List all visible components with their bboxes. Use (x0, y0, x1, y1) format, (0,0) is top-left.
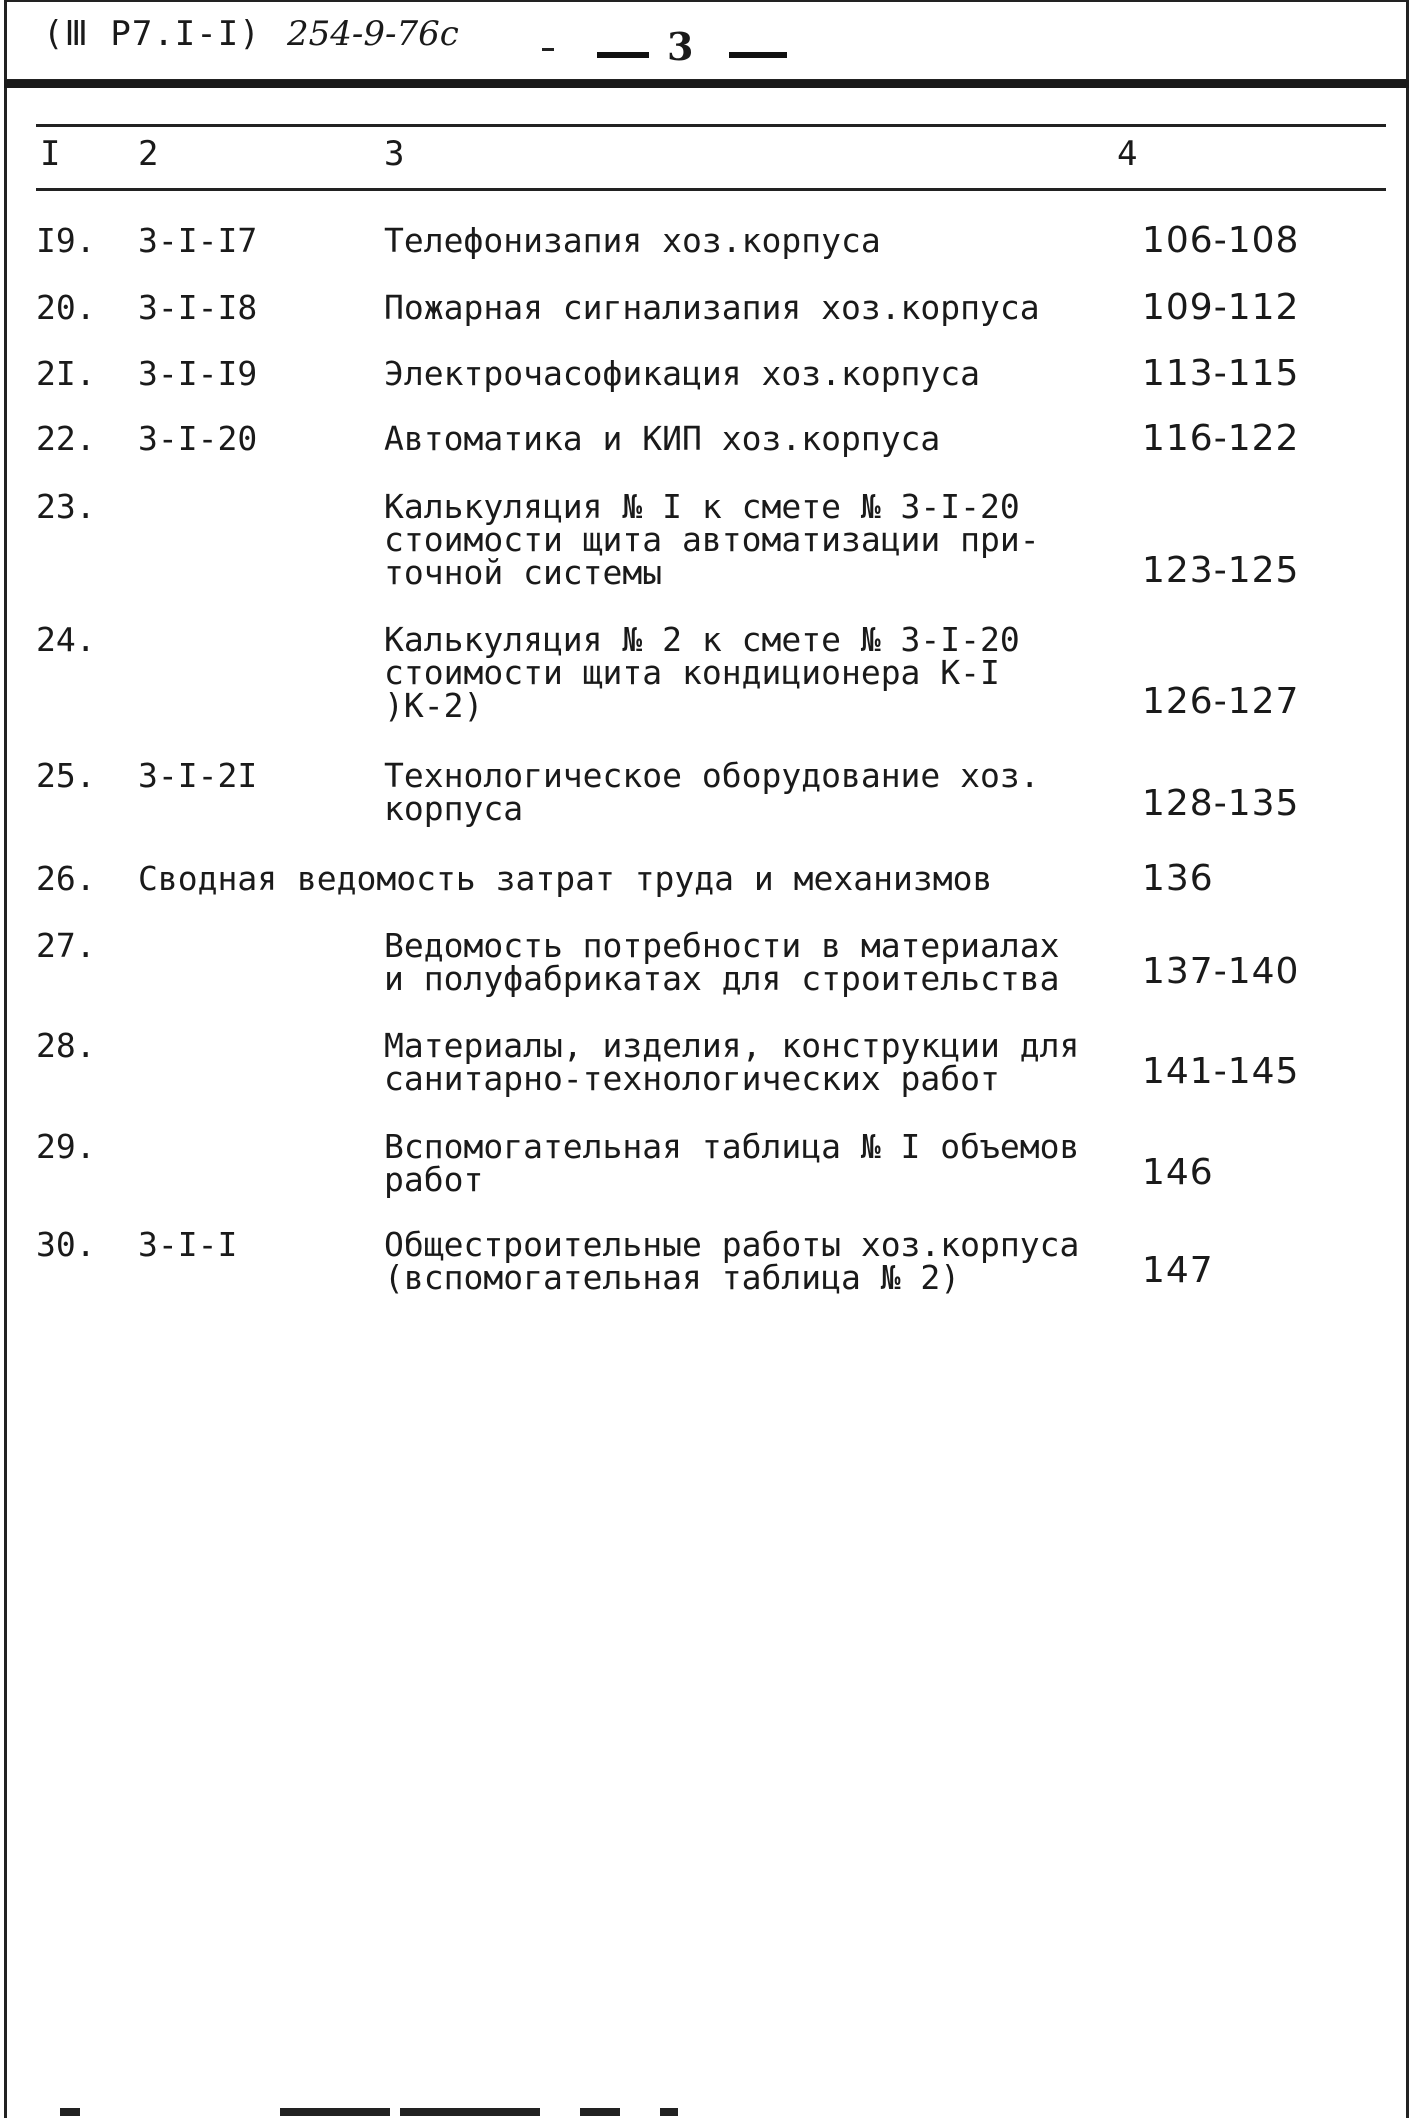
estimate-code: 3-I-I7 (138, 221, 258, 260)
row-number: 27. (36, 926, 96, 965)
row-number: 24. (36, 620, 96, 659)
estimate-code: 3-I-I8 (138, 288, 258, 327)
estimate-code: 3-I-20 (138, 419, 258, 458)
estimate-code: 3-I-I (138, 1225, 238, 1264)
item-title: Автоматика и КИП хоз.корпуса (384, 419, 941, 458)
page-range: 116-122 (1142, 418, 1300, 459)
header-box (4, 0, 1409, 82)
column-header-1: I (40, 134, 61, 174)
page-range: 106-108 (1142, 220, 1300, 261)
row-number: 28. (36, 1026, 96, 1065)
item-title: Материалы, изделия, конструкции для санитарно-технологических работ (384, 1026, 1080, 1098)
page-range: 113-115 (1142, 353, 1300, 394)
item-title: Технологическое оборудование хоз. корпуса (384, 756, 1040, 828)
page-range: 109-112 (1142, 287, 1300, 328)
header-rule (4, 80, 1409, 88)
row-number: 25. (36, 756, 96, 795)
page-range: 137-140 (1142, 951, 1300, 992)
column-header-top-rule (36, 124, 1386, 127)
dash-mark (542, 48, 554, 51)
page-number-dash-right (729, 52, 787, 58)
column-header-4: 4 (1117, 134, 1138, 174)
page-range: 126-127 (1142, 681, 1300, 722)
item-title: Калькуляция № 2 к смете № 3-I-20 стоимости щита кондиционера К-I )К-2) (384, 620, 1020, 725)
item-title: Вспомогательная таблица № I объемов работ (384, 1127, 1080, 1199)
item-title: Электрочасофикация хоз.корпуса (384, 354, 981, 393)
page-range: 128-135 (1142, 783, 1300, 824)
bottom-edge-marks (60, 2108, 680, 2118)
row-number: 22. (36, 419, 96, 458)
row-number: 23. (36, 487, 96, 526)
row-number: 26. (36, 859, 96, 898)
estimate-code: 3-I-I9 (138, 354, 258, 393)
document-code: (Ⅲ Р7.I-I) (43, 14, 261, 54)
page-range: 141-145 (1142, 1051, 1300, 1092)
page-range: 136 (1142, 858, 1214, 899)
item-title: Ведомость потребности в материалах и полуфабрикатах для строительства (384, 926, 1060, 998)
page-number-dash-left (597, 52, 649, 58)
page-range: 147 (1142, 1250, 1214, 1291)
row-number: I9. (36, 221, 96, 260)
column-header-bottom-rule (36, 188, 1386, 191)
item-title: Калькуляция № I к смете № 3-I-20 стоимости щита автоматизации при- точной системы (384, 487, 1040, 592)
row-number: 30. (36, 1225, 96, 1264)
page-range: 123-125 (1142, 550, 1300, 591)
page-number: 3 (667, 24, 694, 69)
item-title: Общестроительные работы хоз.корпуса (вспомогательная таблица № 2) (384, 1225, 1080, 1297)
column-header-3: 3 (384, 134, 405, 174)
row-number: 2I. (36, 354, 96, 393)
row-number: 20. (36, 288, 96, 327)
estimate-code: 3-I-2I (138, 756, 258, 795)
item-title: Пожарная сигнализапия хоз.корпуса (384, 288, 1040, 327)
column-header-2: 2 (138, 134, 159, 174)
row-number: 29. (36, 1127, 96, 1166)
handwritten-document-number: 254-9-76с (287, 14, 459, 54)
item-title: Сводная ведомость затрат труда и механизмов (138, 859, 993, 898)
page-range: 146 (1142, 1152, 1214, 1193)
item-title: Телефонизапия хоз.корпуса (384, 221, 881, 260)
